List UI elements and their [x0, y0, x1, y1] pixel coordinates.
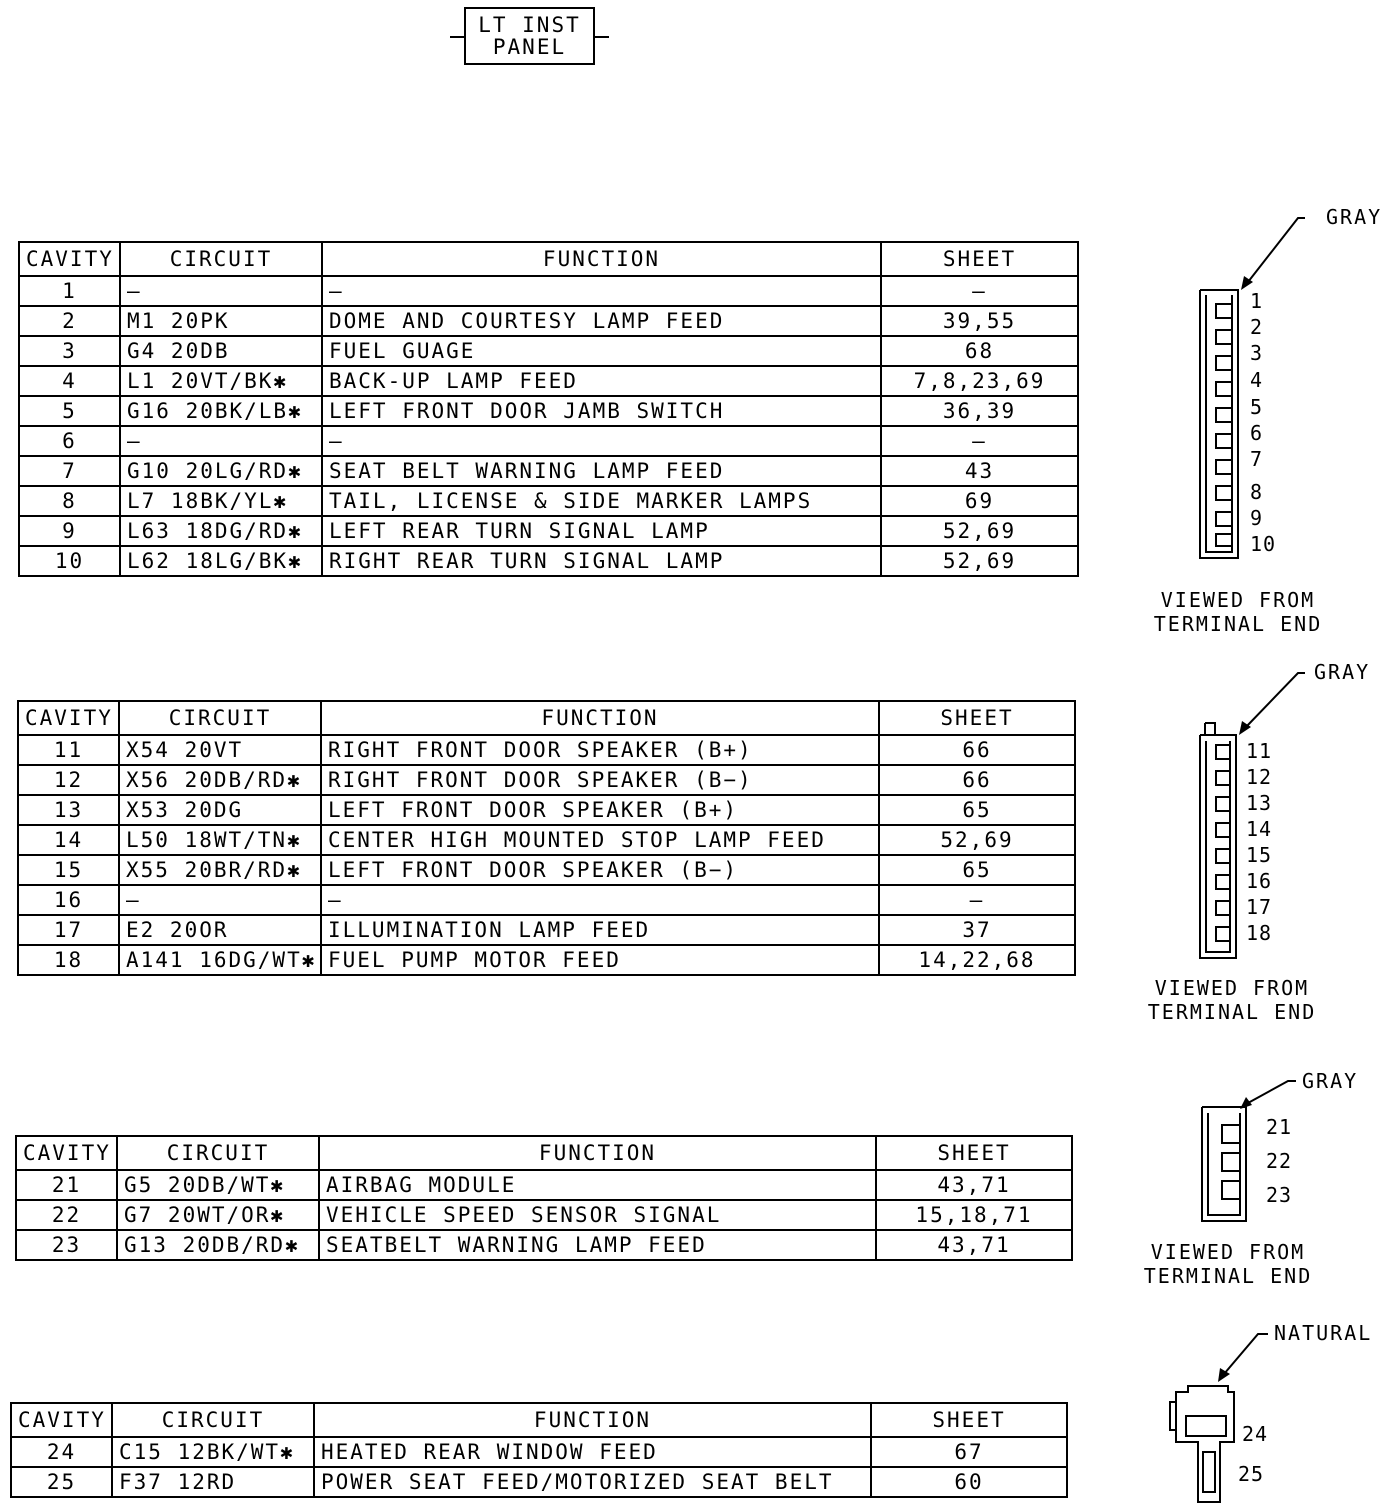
sheet-cell: 67 — [871, 1437, 1067, 1467]
function-cell: CENTER HIGH MOUNTED STOP LAMP FEED — [321, 825, 879, 855]
cavity-cell: 24 — [11, 1437, 112, 1467]
sheet-cell: 7,8,23,69 — [881, 366, 1078, 396]
pin-label: 2 — [1250, 315, 1264, 339]
circuit-cell: L1 20VT/BK✱ — [120, 366, 322, 396]
connector-4-color-label: NATURAL — [1274, 1321, 1373, 1345]
header-function: FUNCTION — [321, 701, 879, 735]
cavity-table-2 — [17, 700, 1076, 976]
table-row — [19, 336, 1078, 366]
table-row — [19, 456, 1078, 486]
cavity-cell: 4 — [19, 366, 120, 396]
header-cavity: CAVITY — [11, 1403, 112, 1437]
title-line-2: PANEL — [492, 35, 567, 59]
table-row — [19, 516, 1078, 546]
cavity-cell: 16 — [18, 885, 119, 915]
header-circuit: CIRCUIT — [120, 242, 322, 276]
pin-label: 10 — [1250, 532, 1277, 556]
circuit-cell: X53 20DG — [119, 795, 321, 825]
circuit-cell: G16 20BK/LB✱ — [120, 396, 322, 426]
header-circuit: CIRCUIT — [119, 701, 321, 735]
function-cell: RIGHT REAR TURN SIGNAL LAMP — [322, 546, 881, 576]
header-sheet: SHEET — [881, 242, 1078, 276]
header-sheet: SHEET — [876, 1136, 1072, 1170]
cavity-cell: 8 — [19, 486, 120, 516]
cavity-cell: 5 — [19, 396, 120, 426]
connector-title-box — [464, 7, 595, 65]
cavity-cell: 17 — [18, 915, 119, 945]
pin-label: 14 — [1246, 817, 1273, 841]
circuit-cell: G5 20DB/WT✱ — [117, 1170, 319, 1200]
circuit-cell: C15 12BK/WT✱ — [112, 1437, 314, 1467]
pin-label: 25 — [1238, 1462, 1265, 1486]
connector-1-diagram — [1140, 200, 1392, 640]
sheet-cell: 14,22,68 — [879, 945, 1075, 975]
sheet-cell: 52,69 — [881, 546, 1078, 576]
function-cell: — — [322, 426, 881, 456]
cavity-cell: 15 — [18, 855, 119, 885]
function-cell: VEHICLE SPEED SENSOR SIGNAL — [319, 1200, 876, 1230]
cavity-cell: 25 — [11, 1467, 112, 1497]
pin-label: 12 — [1246, 765, 1273, 789]
circuit-cell: G7 20WT/OR✱ — [117, 1200, 319, 1230]
table-row — [18, 945, 1075, 975]
pin-label: 15 — [1246, 843, 1273, 867]
cavity-cell: 1 — [19, 276, 120, 306]
sheet-cell: 43,71 — [876, 1170, 1072, 1200]
cavity-cell: 2 — [19, 306, 120, 336]
header-function: FUNCTION — [322, 242, 881, 276]
sheet-cell: 43 — [881, 456, 1078, 486]
connector-2-color-label: GRAY — [1314, 660, 1371, 684]
connector-2-view-note — [1142, 976, 1322, 1024]
connector-3-diagram — [1140, 1065, 1392, 1295]
sheet-cell: 43,71 — [876, 1230, 1072, 1260]
function-cell: TAIL, LICENSE & SIDE MARKER LAMPS — [322, 486, 881, 516]
title-lead-right — [595, 36, 609, 38]
function-cell: LEFT REAR TURN SIGNAL LAMP — [322, 516, 881, 546]
circuit-cell: L50 18WT/TN✱ — [119, 825, 321, 855]
table-row — [16, 1170, 1072, 1200]
function-cell: RIGHT FRONT DOOR SPEAKER (B−) — [321, 765, 879, 795]
cavity-table-3 — [15, 1135, 1073, 1261]
function-cell: POWER SEAT FEED/MOTORIZED SEAT BELT — [314, 1467, 871, 1497]
view-note-line-1: VIEWED FROM — [1150, 1240, 1306, 1264]
table-row — [18, 795, 1075, 825]
function-cell: HEATED REAR WINDOW FEED — [314, 1437, 871, 1467]
sheet-cell: 52,69 — [881, 516, 1078, 546]
circuit-cell: — — [119, 885, 321, 915]
circuit-cell: F37 12RD — [112, 1467, 314, 1497]
cavity-cell: 22 — [16, 1200, 117, 1230]
sheet-cell: 60 — [871, 1467, 1067, 1497]
connector-4-diagram — [1140, 1318, 1392, 1510]
function-cell: LEFT FRONT DOOR SPEAKER (B+) — [321, 795, 879, 825]
view-note-line-2: TERMINAL END — [1153, 612, 1323, 636]
function-cell: FUEL GUAGE — [322, 336, 881, 366]
circuit-cell: E2 20OR — [119, 915, 321, 945]
pin-label: 8 — [1250, 480, 1264, 504]
pin-label: 4 — [1250, 368, 1264, 392]
table-row — [11, 1437, 1067, 1467]
cavity-cell: 18 — [18, 945, 119, 975]
table-row — [11, 1467, 1067, 1497]
circuit-cell: L63 18DG/RD✱ — [120, 516, 322, 546]
function-cell: ILLUMINATION LAMP FEED — [321, 915, 879, 945]
table-row — [16, 1200, 1072, 1230]
table-row — [19, 426, 1078, 456]
function-cell: LEFT FRONT DOOR SPEAKER (B−) — [321, 855, 879, 885]
cavity-cell: 13 — [18, 795, 119, 825]
pin-label: 13 — [1246, 791, 1273, 815]
function-cell: AIRBAG MODULE — [319, 1170, 876, 1200]
function-cell: RIGHT FRONT DOOR SPEAKER (B+) — [321, 735, 879, 765]
connector-1-view-note — [1148, 588, 1328, 636]
sheet-cell: 15,18,71 — [876, 1200, 1072, 1230]
cavity-cell: 3 — [19, 336, 120, 366]
connector-1-color-label: GRAY — [1326, 205, 1383, 229]
function-cell: FUEL PUMP MOTOR FEED — [321, 945, 879, 975]
function-cell: SEATBELT WARNING LAMP FEED — [319, 1230, 876, 1260]
sheet-cell: 37 — [879, 915, 1075, 945]
table-row — [18, 825, 1075, 855]
header-function: FUNCTION — [314, 1403, 871, 1437]
cavity-cell: 21 — [16, 1170, 117, 1200]
function-cell: LEFT FRONT DOOR JAMB SWITCH — [322, 396, 881, 426]
header-circuit: CIRCUIT — [117, 1136, 319, 1170]
view-note-line-1: VIEWED FROM — [1160, 588, 1316, 612]
circuit-cell: L7 18BK/YL✱ — [120, 486, 322, 516]
table-row — [18, 765, 1075, 795]
view-note-line-1: VIEWED FROM — [1154, 976, 1310, 1000]
sheet-cell: — — [881, 426, 1078, 456]
table-header-row — [18, 701, 1075, 735]
cavity-cell: 6 — [19, 426, 120, 456]
pin-label: 22 — [1266, 1149, 1293, 1173]
pin-label: 21 — [1266, 1115, 1293, 1139]
cavity-cell: 12 — [18, 765, 119, 795]
table-row — [18, 735, 1075, 765]
pin-label: 23 — [1266, 1183, 1293, 1207]
connector-3-color-label: GRAY — [1302, 1069, 1359, 1093]
table-row — [19, 396, 1078, 426]
cavity-cell: 9 — [19, 516, 120, 546]
connector-3-view-note — [1138, 1240, 1318, 1288]
circuit-cell: G10 20LG/RD✱ — [120, 456, 322, 486]
connector-4-drawing — [1140, 1318, 1392, 1510]
function-cell: — — [322, 276, 881, 306]
function-cell: — — [321, 885, 879, 915]
circuit-cell: L62 18LG/BK✱ — [120, 546, 322, 576]
cavity-table-1 — [18, 241, 1079, 577]
pin-label: 5 — [1250, 395, 1264, 419]
circuit-cell: G4 20DB — [120, 336, 322, 366]
function-cell: BACK-UP LAMP FEED — [322, 366, 881, 396]
sheet-cell: — — [881, 276, 1078, 306]
function-cell: DOME AND COURTESY LAMP FEED — [322, 306, 881, 336]
table-header-row — [19, 242, 1078, 276]
cavity-cell: 11 — [18, 735, 119, 765]
header-function: FUNCTION — [319, 1136, 876, 1170]
circuit-cell: G13 20DB/RD✱ — [117, 1230, 319, 1260]
circuit-cell: A141 16DG/WT✱ — [119, 945, 321, 975]
pin-label: 1 — [1250, 289, 1264, 313]
table-row — [18, 885, 1075, 915]
view-note-line-2: TERMINAL END — [1147, 1000, 1317, 1024]
sheet-cell: 52,69 — [879, 825, 1075, 855]
sheet-cell: 65 — [879, 795, 1075, 825]
table-row — [19, 486, 1078, 516]
table-header-row — [16, 1136, 1072, 1170]
header-cavity: CAVITY — [19, 242, 120, 276]
title-lead-left — [450, 36, 464, 38]
sheet-cell: 39,55 — [881, 306, 1078, 336]
header-cavity: CAVITY — [18, 701, 119, 735]
cavity-cell: 7 — [19, 456, 120, 486]
cavity-cell: 14 — [18, 825, 119, 855]
circuit-cell: X54 20VT — [119, 735, 321, 765]
table-row — [19, 546, 1078, 576]
sheet-cell: 66 — [879, 735, 1075, 765]
circuit-cell: X56 20DB/RD✱ — [119, 765, 321, 795]
sheet-cell: 65 — [879, 855, 1075, 885]
table-row — [18, 855, 1075, 885]
table-row — [16, 1230, 1072, 1260]
cavity-cell: 10 — [19, 546, 120, 576]
header-circuit: CIRCUIT — [112, 1403, 314, 1437]
header-sheet: SHEET — [871, 1403, 1067, 1437]
sheet-cell: 66 — [879, 765, 1075, 795]
pin-label: 6 — [1250, 421, 1264, 445]
pin-label: 18 — [1246, 921, 1273, 945]
cavity-cell: 23 — [16, 1230, 117, 1260]
table-header-row — [11, 1403, 1067, 1437]
circuit-cell: M1 20PK — [120, 306, 322, 336]
view-note-line-2: TERMINAL END — [1143, 1264, 1313, 1288]
pin-label: 9 — [1250, 506, 1264, 530]
connector-1-drawing — [1140, 200, 1392, 640]
table-row — [19, 366, 1078, 396]
pin-label: 11 — [1246, 739, 1273, 763]
connector-2-diagram — [1140, 655, 1392, 1030]
pin-label: 7 — [1250, 447, 1264, 471]
table-row — [19, 276, 1078, 306]
pin-label: 16 — [1246, 869, 1273, 893]
header-cavity: CAVITY — [16, 1136, 117, 1170]
pin-label: 17 — [1246, 895, 1273, 919]
pin-label: 24 — [1242, 1422, 1269, 1446]
sheet-cell: 69 — [881, 486, 1078, 516]
circuit-cell: X55 20BR/RD✱ — [119, 855, 321, 885]
table-row — [18, 915, 1075, 945]
circuit-cell: — — [120, 426, 322, 456]
table-row — [19, 306, 1078, 336]
title-line-1: LT INST — [478, 13, 581, 37]
sheet-cell: — — [879, 885, 1075, 915]
sheet-cell: 36,39 — [881, 396, 1078, 426]
circuit-cell: — — [120, 276, 322, 306]
sheet-cell: 68 — [881, 336, 1078, 366]
cavity-table-4 — [10, 1402, 1068, 1498]
function-cell: SEAT BELT WARNING LAMP FEED — [322, 456, 881, 486]
header-sheet: SHEET — [879, 701, 1075, 735]
pin-label: 3 — [1250, 341, 1264, 365]
